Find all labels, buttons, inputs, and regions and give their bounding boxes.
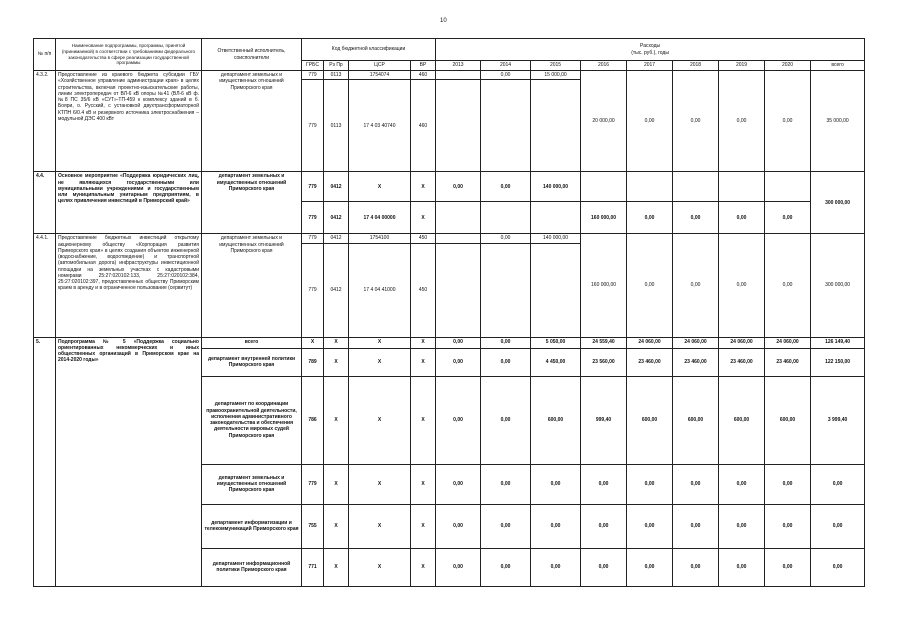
rzpr-cell: 0113 [324, 71, 349, 80]
value-cell: 0,00 [436, 464, 481, 504]
header-row-1 [34, 39, 865, 61]
value-cell: 0,00 [481, 234, 531, 243]
csr-cell: 1754100 [349, 234, 411, 243]
row-name: Основное мероприятие «Поддержка юридических лиц, не являющихся государственными или муниципальными учреждениями и государственным или муниципальным унитарным предприятиям, в целях привлечения инвестиций в Приморский край» [56, 172, 202, 234]
col-rzpr-header: Рз Пр [324, 61, 349, 71]
csr-cell: Х [349, 548, 411, 586]
value-cell: 0,00 [481, 71, 531, 80]
col-2019-header: 2019 [719, 61, 765, 71]
value-cell: 23 560,00 [581, 348, 627, 376]
value-cell: 0,00 [719, 464, 765, 504]
value-cell: 4 450,00 [531, 348, 581, 376]
csr-cell: Х [349, 504, 411, 548]
value-cell: 600,00 [531, 376, 581, 464]
value-cell: 0,00 [719, 548, 765, 586]
grbs-cell: 779 [302, 243, 324, 337]
rzpr-cell: Х [324, 548, 349, 586]
row-executor: департамент информационной политики Приморского края [202, 548, 302, 586]
value-cell: 23 460,00 [673, 348, 719, 376]
col-2016-header: 2016 [581, 61, 627, 71]
vr-cell: 450 [411, 234, 436, 243]
rzpr-cell: Х [324, 348, 349, 376]
value-cell: 0,00 [481, 172, 531, 202]
vr-cell: Х [411, 464, 436, 504]
csr-cell: Х [349, 348, 411, 376]
vr-cell: Х [411, 172, 436, 202]
vr-cell: 450 [411, 243, 436, 337]
col-vr-header: ВР [411, 61, 436, 71]
vr-cell: Х [411, 504, 436, 548]
table-row [34, 337, 865, 348]
csr-cell: 17 4 03 40740 [349, 80, 411, 172]
value-cell: 0,00 [627, 464, 673, 504]
value-cell: 0,00 [581, 504, 627, 548]
total-cell: 300 000,00 [811, 172, 865, 234]
row-number: 4.4. [34, 172, 56, 234]
budget-table [33, 38, 865, 587]
total-cell: 300 000,00 [811, 234, 865, 337]
value-cell: 0,00 [673, 504, 719, 548]
grbs-cell: 779 [302, 71, 324, 80]
value-cell: 0,00 [481, 337, 531, 348]
table-row [34, 172, 865, 202]
value-cell [436, 80, 481, 172]
vr-cell: Х [411, 376, 436, 464]
vr-cell: Х [411, 548, 436, 586]
value-cell: 0,00 [627, 234, 673, 337]
expenses-title: Расходы [640, 43, 661, 50]
grbs-cell: 779 [302, 234, 324, 243]
grbs-cell: 779 [302, 172, 324, 202]
grbs-cell: 779 [302, 464, 324, 504]
vr-cell: Х [411, 337, 436, 348]
row-executor: департамент земельных и имущественных отношений Приморского края [202, 464, 302, 504]
value-cell [481, 202, 531, 234]
value-cell: 999,40 [581, 376, 627, 464]
row-number: 5. [34, 337, 56, 586]
total-cell: 122 150,00 [811, 348, 865, 376]
table-row [34, 71, 865, 80]
value-cell [436, 202, 481, 234]
value-cell: 140 000,00 [531, 172, 581, 202]
total-cell: 126 149,40 [811, 337, 865, 348]
total-cell: 0,00 [811, 548, 865, 586]
vr-cell: Х [411, 202, 436, 234]
row-executor: департамент земельных и имущественных отношений Приморского края [202, 172, 302, 234]
vr-cell: 460 [411, 80, 436, 172]
row-executor: департамент земельных и имущественных отношений Приморского края [202, 234, 302, 337]
value-cell [436, 243, 481, 337]
value-cell: 160 000,00 [581, 234, 627, 337]
value-cell: 0,00 [673, 548, 719, 586]
value-cell: 5 050,00 [531, 337, 581, 348]
csr-cell: 17 4 04 41000 [349, 243, 411, 337]
value-cell: 0,00 [481, 376, 531, 464]
col-csr-header: ЦСР [349, 61, 411, 71]
grbs-cell: 779 [302, 80, 324, 172]
value-cell: 0,00 [673, 234, 719, 337]
csr-cell: Х [349, 337, 411, 348]
value-cell: 15 000,00 [531, 71, 581, 80]
rzpr-cell: Х [324, 464, 349, 504]
value-cell: 0,00 [481, 348, 531, 376]
value-cell: 0,00 [765, 202, 811, 234]
total-cell: 0,00 [811, 464, 865, 504]
value-cell: 0,00 [673, 202, 719, 234]
value-cell: 24 559,40 [581, 337, 627, 348]
col-exec-header: Ответственный исполнитель, соисполнители [202, 39, 302, 71]
value-cell [531, 243, 581, 337]
value-cell: 0,00 [481, 504, 531, 548]
rzpr-cell: 0412 [324, 234, 349, 243]
value-cell [481, 80, 531, 172]
table-row [34, 234, 865, 243]
page-number: 10 [440, 18, 447, 24]
value-cell: 0,00 [627, 71, 673, 172]
row-executor: всего [202, 337, 302, 348]
col-kbk-header: Код бюджетной классификации [302, 39, 436, 61]
col-grbs-header: ГРБС [302, 61, 324, 71]
col-2015-header: 2015 [531, 61, 581, 71]
col-2020-header: 2020 [765, 61, 811, 71]
value-cell: 0,00 [673, 71, 719, 172]
rzpr-cell: 0412 [324, 202, 349, 234]
value-cell [481, 243, 531, 337]
expenses-units: (тыс. руб.), годы [631, 49, 669, 56]
row-executor: департамент информатизации и телекоммуникаций Приморского края [202, 504, 302, 548]
value-cell: 0,00 [627, 548, 673, 586]
rzpr-cell: 0412 [324, 243, 349, 337]
value-cell: 24 060,00 [765, 337, 811, 348]
csr-cell: Х [349, 172, 411, 202]
value-cell: 0,00 [436, 504, 481, 548]
rzpr-cell: Х [324, 376, 349, 464]
row-name: Подпрограмма № 5 «Поддержка социально ориентированных некоммерческих и иных общественных организаций в Приморском крае на 2014-2020 годы» [56, 337, 202, 586]
value-cell: 23 460,00 [719, 348, 765, 376]
col-num-header: № п/п [34, 39, 56, 71]
value-cell: 0,00 [436, 348, 481, 376]
col-total-header: всего [811, 61, 865, 71]
rzpr-cell: 0412 [324, 172, 349, 202]
value-cell: 0,00 [531, 464, 581, 504]
value-cell: 0,00 [627, 504, 673, 548]
rzpr-cell: 0113 [324, 80, 349, 172]
value-cell: 0,00 [436, 337, 481, 348]
row-name: Предоставление бюджетных инвестиций открытому акционерному обществу «Корпорация развития Приморского края» в целях создания объектов инженерной (водоснабжение, водоотведение) и транспортной (автомобильная дорога) инфраструктуры инвестиционной площадки на земельных участках с кадастровыми номерами 25:27:020102:133, 25:27:020102:384, 25:27:020102:397, предоставленных обществу Приморским краем в аренду и в ограниченное пользование (сервитут) [56, 234, 202, 337]
value-cell: 0,00 [436, 548, 481, 586]
value-cell: 0,00 [765, 234, 811, 337]
value-cell: 0,00 [719, 234, 765, 337]
value-cell [627, 172, 673, 202]
value-cell: 20 000,00 [581, 71, 627, 172]
value-cell [765, 172, 811, 202]
csr-cell: 1754074 [349, 71, 411, 80]
csr-cell: 17 4 04 00000 [349, 202, 411, 234]
csr-cell: Х [349, 376, 411, 464]
value-cell: 24 060,00 [627, 337, 673, 348]
value-cell: 600,00 [765, 376, 811, 464]
col-2017-header: 2017 [627, 61, 673, 71]
col-2013-header: 2013 [436, 61, 481, 71]
row-number: 4.4.1. [34, 234, 56, 337]
value-cell: 0,00 [531, 504, 581, 548]
value-cell: 140 000,00 [531, 234, 581, 243]
col-name-header: Наименование подпрограммы, программы, принятой (принимаемой) в соответствии с требованиями федерального законодательства в сфере реализации государственной программы [56, 39, 202, 71]
row-executor: департамент земельных и имущественных отношений Приморского края [202, 71, 302, 172]
csr-cell: Х [349, 464, 411, 504]
value-cell: 160 000,00 [581, 202, 627, 234]
value-cell [719, 172, 765, 202]
total-cell: 0,00 [811, 504, 865, 548]
value-cell: 600,00 [673, 376, 719, 464]
value-cell: 24 060,00 [673, 337, 719, 348]
value-cell [436, 71, 481, 80]
value-cell [673, 172, 719, 202]
rzpr-cell: Х [324, 504, 349, 548]
vr-cell: 460 [411, 71, 436, 80]
total-cell: 35 000,00 [811, 71, 865, 172]
value-cell: 0,00 [581, 464, 627, 504]
grbs-cell: 755 [302, 504, 324, 548]
grbs-cell: 786 [302, 376, 324, 464]
value-cell: 0,00 [719, 71, 765, 172]
value-cell: 0,00 [627, 202, 673, 234]
value-cell: 0,00 [719, 202, 765, 234]
value-cell [531, 80, 581, 172]
row-name: Предоставление из краевого бюджета субсидии ГБУ «Хозяйственное управление администрации края» в целях строительства, включая проектно-изыскательские работы, линии электропередач от ВЛ-6 кВ опоры №41 (ВЛ-6 кВ ф. №8 ПС 35/6 кВ «СУТ»-ТП-459 к комплексу зданий в б. Бояри, о. Русский, с установкой двухтрансформаторной КТПН 6/0.4 кВ и резервного источника электроснабжения – модульной ДЭС 400 кВт [56, 71, 202, 172]
value-cell: 0,00 [531, 548, 581, 586]
row-number: 4.3.2. [34, 71, 56, 172]
value-cell: 0,00 [719, 504, 765, 548]
row-executor: департамент внутренней политики Приморского края [202, 348, 302, 376]
value-cell: 0,00 [673, 464, 719, 504]
col-2018-header: 2018 [673, 61, 719, 71]
value-cell: 0,00 [481, 464, 531, 504]
grbs-cell: 789 [302, 348, 324, 376]
row-executor: департамент по координации правоохранительной деятельности, исполнения административного законодательства и обеспечения деятельности мировых судей Приморского края [202, 376, 302, 464]
value-cell: 23 460,00 [627, 348, 673, 376]
value-cell: 600,00 [719, 376, 765, 464]
value-cell: 0,00 [436, 172, 481, 202]
value-cell: 0,00 [481, 548, 531, 586]
value-cell: 0,00 [436, 376, 481, 464]
grbs-cell: Х [302, 337, 324, 348]
value-cell: 24 060,00 [719, 337, 765, 348]
value-cell: 0,00 [581, 548, 627, 586]
value-cell: 0,00 [765, 464, 811, 504]
value-cell: 0,00 [765, 504, 811, 548]
value-cell: 0,00 [765, 71, 811, 172]
value-cell: 0,00 [765, 548, 811, 586]
value-cell [531, 202, 581, 234]
value-cell: 23 460,00 [765, 348, 811, 376]
value-cell: 600,00 [627, 376, 673, 464]
col-expenses-header [436, 39, 865, 61]
grbs-cell: 779 [302, 202, 324, 234]
value-cell [581, 172, 627, 202]
grbs-cell: 771 [302, 548, 324, 586]
rzpr-cell: Х [324, 337, 349, 348]
vr-cell: Х [411, 348, 436, 376]
total-cell: 3 999,40 [811, 376, 865, 464]
col-2014-header: 2014 [481, 61, 531, 71]
value-cell [436, 234, 481, 243]
